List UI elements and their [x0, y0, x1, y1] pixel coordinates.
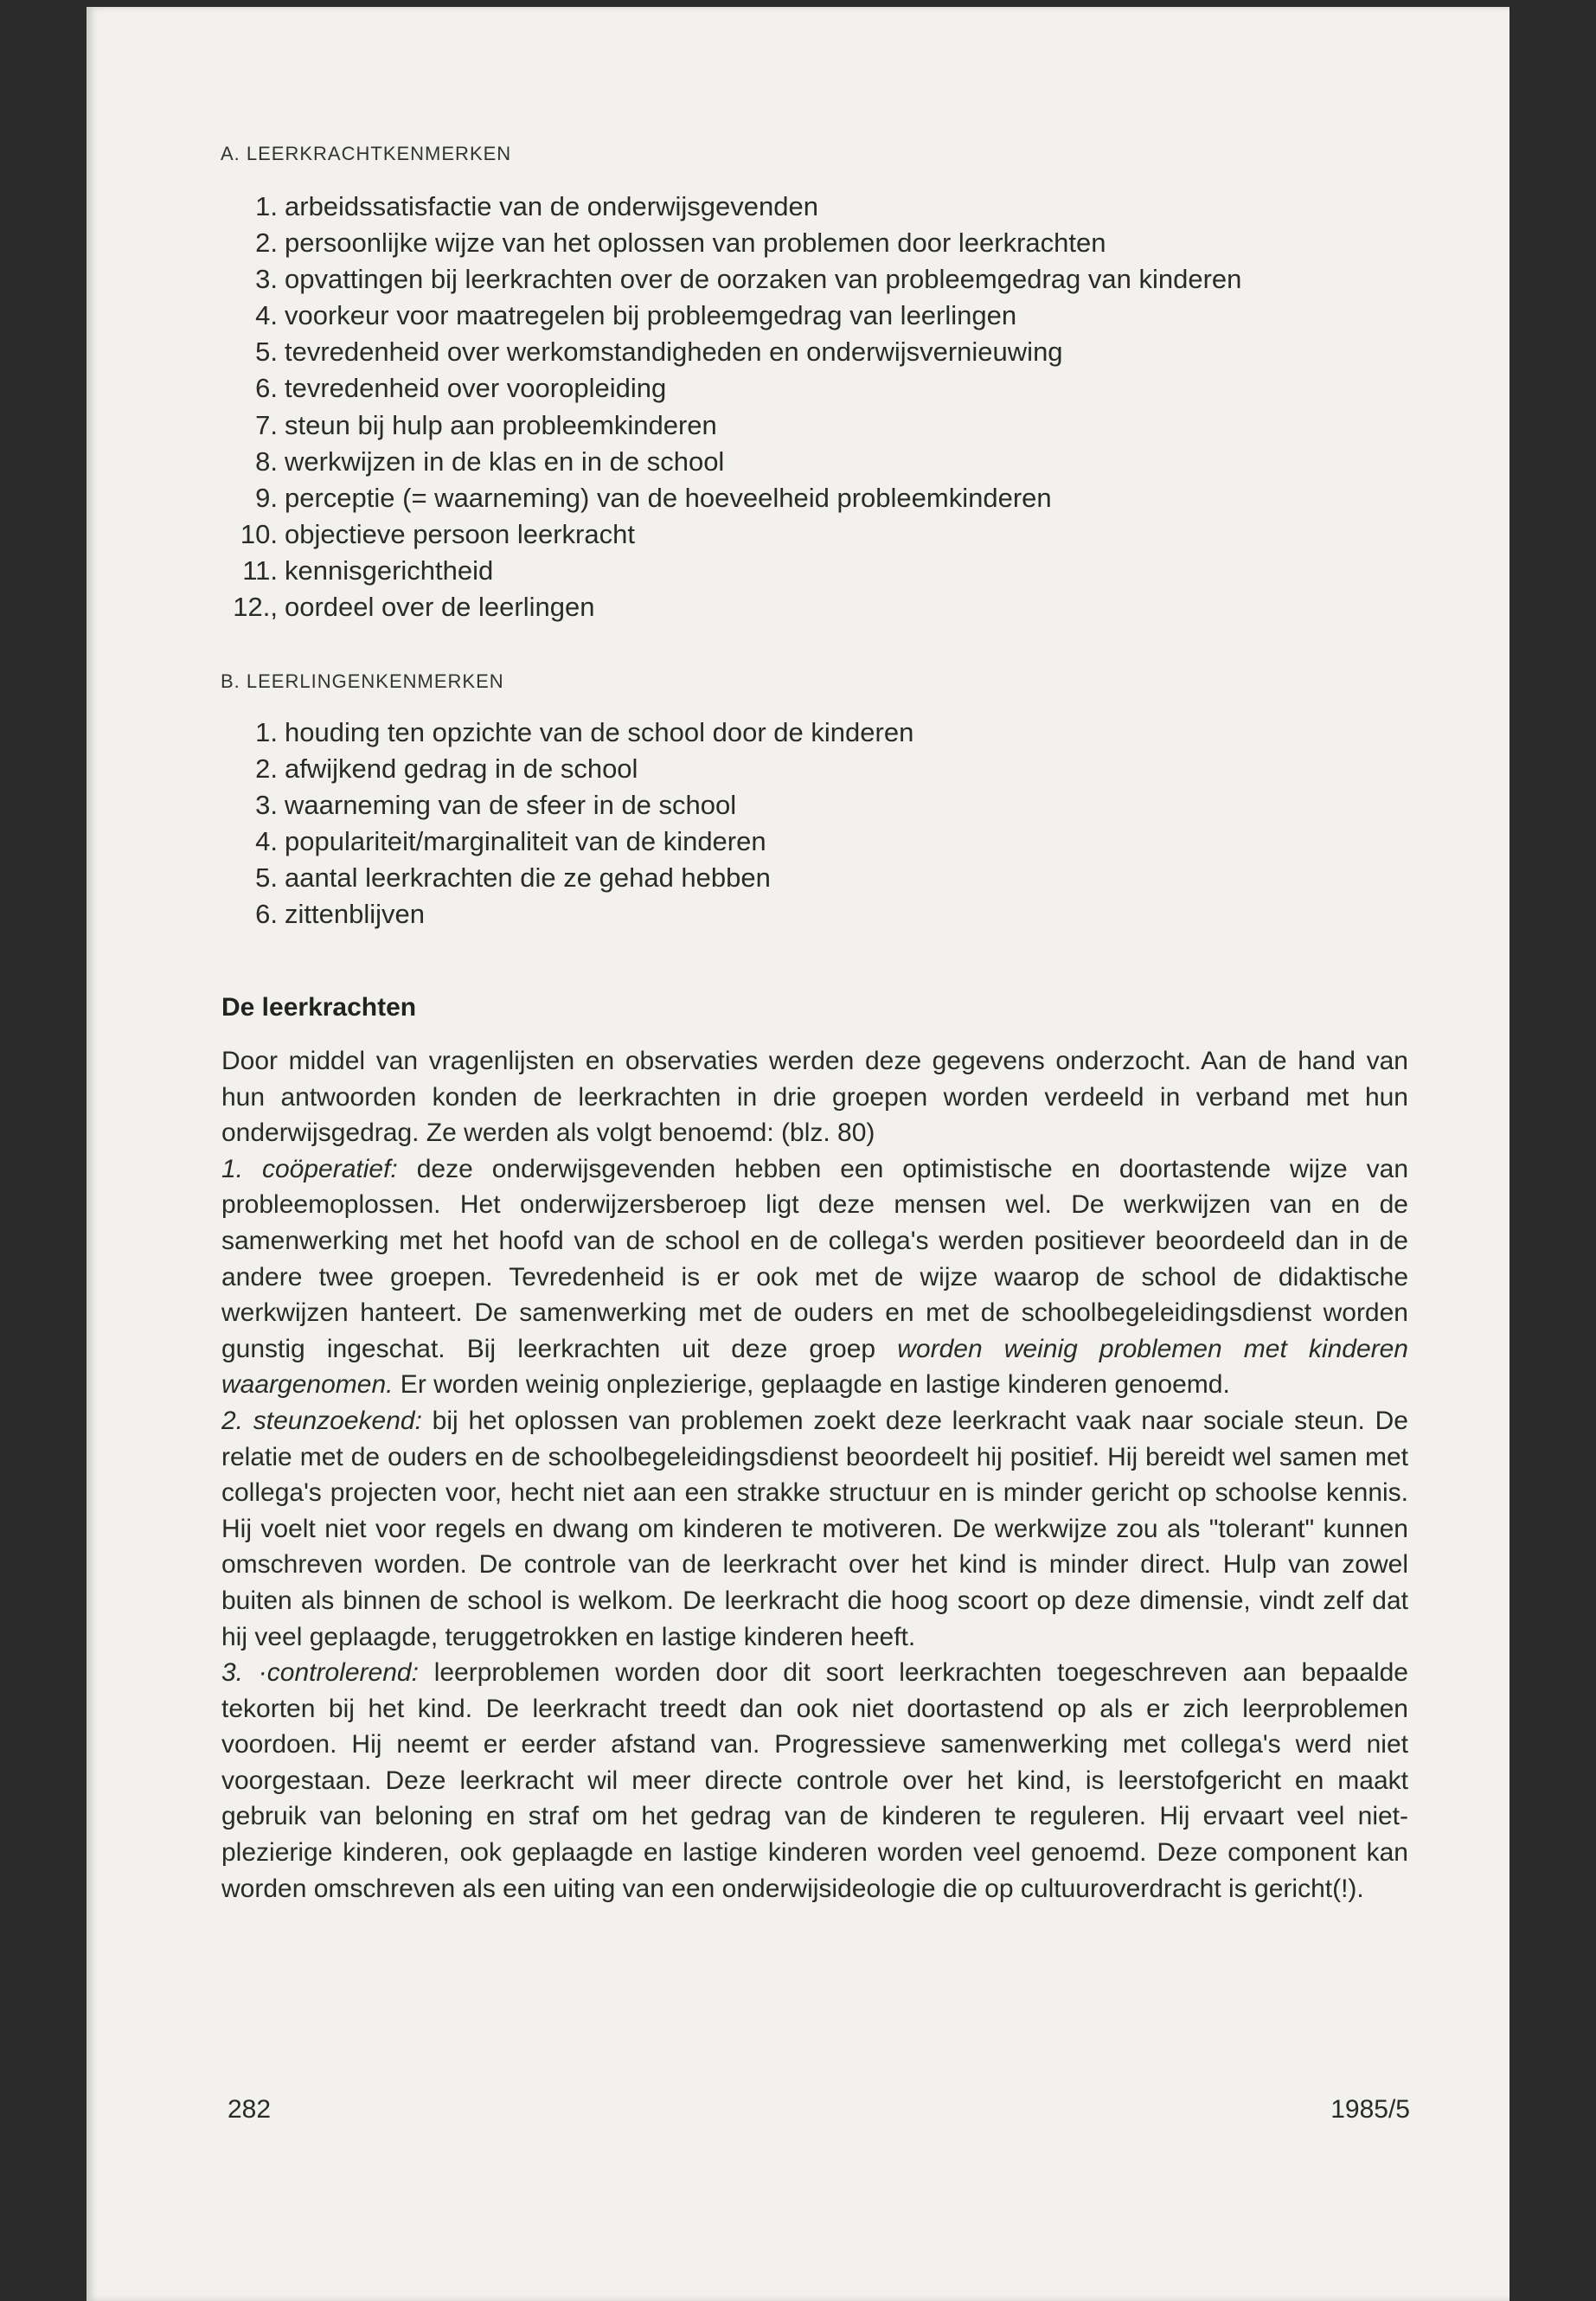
- section-a-list: [221, 189, 1241, 625]
- list-item-text: populariteit/marginaliteit van de kinderen: [285, 826, 766, 857]
- issue-number: 1985/5: [1330, 2095, 1410, 2124]
- list-item-text: kennisgerichtheid: [285, 554, 494, 586]
- section-b-list: [221, 715, 913, 933]
- paragraph-cooperatief: [221, 1151, 1408, 1403]
- list-item-text: perceptie (= waarneming) van de hoeveelheid probleemkinderen: [285, 482, 1052, 513]
- list-item-text: arbeidssatisfactie van de onderwijsgevenden: [285, 191, 818, 221]
- cooperatief-text-b: Er worden weinig onplezierige, geplaagde en lastige kinderen genoemd.: [393, 1370, 1230, 1400]
- intro-paragraph: Door middel van vragenlijsten en observaties werden deze gegevens onderzocht. Aan de hand van hun antwoorden konden de leerkrachten in drie groepen worden verdeeld in verband met hun onderwijsgedrag. Ze werden als volgt benoemd: (blz. 80): [221, 1047, 1408, 1148]
- list-item-text: opvattingen bij leerkrachten over de oorzaken van probleemgedrag van kinderen: [285, 264, 1242, 295]
- list-item-number: 10.: [240, 518, 278, 549]
- list-item-number: 2.: [255, 228, 278, 259]
- list-item-number: 4.: [255, 300, 278, 331]
- list-item-text: werkwijzen in de klas en in de school: [285, 445, 725, 477]
- list-item: [221, 444, 1241, 480]
- list-item: [221, 370, 1241, 407]
- list-item-text: aantal leerkrachten die ze gehad hebben: [285, 862, 771, 894]
- list-item-number: 2.: [255, 753, 278, 785]
- list-item-number: 7.: [255, 409, 278, 440]
- list-item-text: steun bij hulp aan probleemkinderen: [285, 409, 717, 440]
- list-item-number: 5.: [255, 862, 278, 894]
- steunzoekend-text: bij het oplossen van problemen zoekt deze leerkracht vaak naar sociale steun. De relatie met de ouders en de schoolbegeleidingsdienst beoordeelt hij positief. Hij bereidt wel samen met collega's projecten voor, hecht niet aan een strakke structuur en is minder gericht op schoolse kennis. Hij voelt niet voor regels en dwang om kinderen te motiveren. De werkwijze zou als "tolerant" kunnen omschreven worden. De controle van de leerkracht over het kind is minder direct. Hulp van zowel buiten als binnen de school is welkom. De leerkracht die hoog scoort op deze dimensie, vindt zelf dat hij veel geplaagde, teruggetrokken en lastige kinderen heeft.: [221, 1406, 1408, 1651]
- cooperatief-text-a: deze onderwijsgevenden hebben een optimistische en doortastende wijze van probleemoplossen. Het onderwijzersberoep ligt deze mensen wel. De werkwijzen van en de samenwerking met het hoofd van de school en de collega's werden positiever beoordeeld dan in de andere twee groepen. Tevredenheid is er ook met de wijze waarop de school de didaktische werkwijzen hanteert. De samenwerking met de ouders en met de schoolbegeleidingsdienst worden gunstig ingeschat. Bij leerkrachten uit deze groep: [221, 1154, 1408, 1363]
- list-item-text: objectieve persoon leerkracht: [285, 518, 635, 549]
- list-item-text: oordeel over de leerlingen: [285, 592, 595, 623]
- section-a-label: A. LEERKRACHTKENMERKEN: [221, 143, 512, 164]
- list-item-number: 8.: [255, 445, 278, 477]
- list-item: [221, 787, 913, 824]
- list-item: [221, 516, 1241, 553]
- list-item-text: afwijkend gedrag in de school: [285, 753, 638, 785]
- list-item: [221, 225, 1241, 261]
- list-item-number: 9.: [255, 482, 278, 513]
- section-b-label: B. LEERLINGENKENMERKEN: [221, 670, 504, 692]
- list-item-number: 11.: [242, 554, 278, 586]
- list-item-number: 1.: [255, 191, 278, 221]
- list-item-text: persoonlijke wijze van het oplossen van problemen door leerkrachten: [285, 228, 1106, 259]
- list-item: [221, 824, 913, 860]
- list-item-text: tevredenheid over werkomstandigheden en onderwijsvernieuwing: [285, 336, 1063, 368]
- list-item-number: 5.: [255, 336, 278, 368]
- list-item: [221, 480, 1241, 516]
- list-item-number: 6.: [255, 899, 278, 930]
- list-item-text: houding ten opzichte van de school door de kinderen: [285, 717, 914, 747]
- page-number: 282: [228, 2095, 272, 2124]
- controlerend-text: leerproblemen worden door dit soort leerkrachten toegeschreven aan bepaalde tekorten bij het kind. De leerkracht treedt dan ook niet doortastend op als er zich leerproblemen voordoen. Hij neemt er eerder afstand van. Progressieve samenwerking met collega's werd niet voorgestaan. Deze leerkracht wil meer directe controle over het kind, is leerstofgericht en maakt gebruik van beloning en straf om het gedrag van de kinderen te reguleren. Hij ervaart veel niet-plezierige kinderen, ook geplaagde en lastige kinderen worden veel genoemd. Deze component kan worden omschreven als een uiting van een onderwijsideologie die op cultuuroverdracht is gericht(!).: [221, 1658, 1408, 1903]
- list-item: [221, 553, 1241, 589]
- term-cooperatief: 1. coöperatief:: [221, 1154, 398, 1183]
- list-item-number: 6.: [255, 373, 278, 404]
- list-item-number: 3.: [255, 264, 278, 295]
- list-item-text: voorkeur voor maatregelen bij probleemgedrag van leerlingen: [285, 300, 1017, 331]
- list-item-number: 1.: [255, 717, 278, 747]
- list-item-number: 12.,: [233, 592, 278, 623]
- term-controlerend: 3. ·controlerend:: [221, 1658, 419, 1688]
- list-item: [221, 407, 1241, 444]
- list-item: [221, 860, 913, 896]
- list-item: [221, 298, 1241, 334]
- list-item: [221, 715, 913, 751]
- list-item-text: waarneming van de sfeer in de school: [285, 790, 737, 821]
- cooperatief-emphasis: worden weinig problemen met kinderen waargenomen.: [221, 1334, 1408, 1400]
- list-item: [221, 261, 1241, 298]
- term-steunzoekend: 2. steunzoekend:: [221, 1406, 422, 1435]
- list-item: [221, 751, 913, 787]
- list-item-text: tevredenheid over vooropleiding: [285, 373, 667, 404]
- list-item-text: zittenblijven: [285, 899, 425, 930]
- list-item: [221, 589, 1241, 625]
- list-item-number: 4.: [255, 826, 278, 857]
- list-item: [221, 334, 1241, 370]
- paragraph-controlerend: [221, 1655, 1408, 1907]
- paragraph-steunzoekend: [221, 1403, 1408, 1655]
- list-item-number: 3.: [255, 790, 278, 821]
- article-body: [221, 1043, 1408, 1907]
- list-item: [221, 896, 913, 933]
- list-item: [221, 189, 1241, 225]
- article-heading: De leerkrachten: [221, 993, 417, 1022]
